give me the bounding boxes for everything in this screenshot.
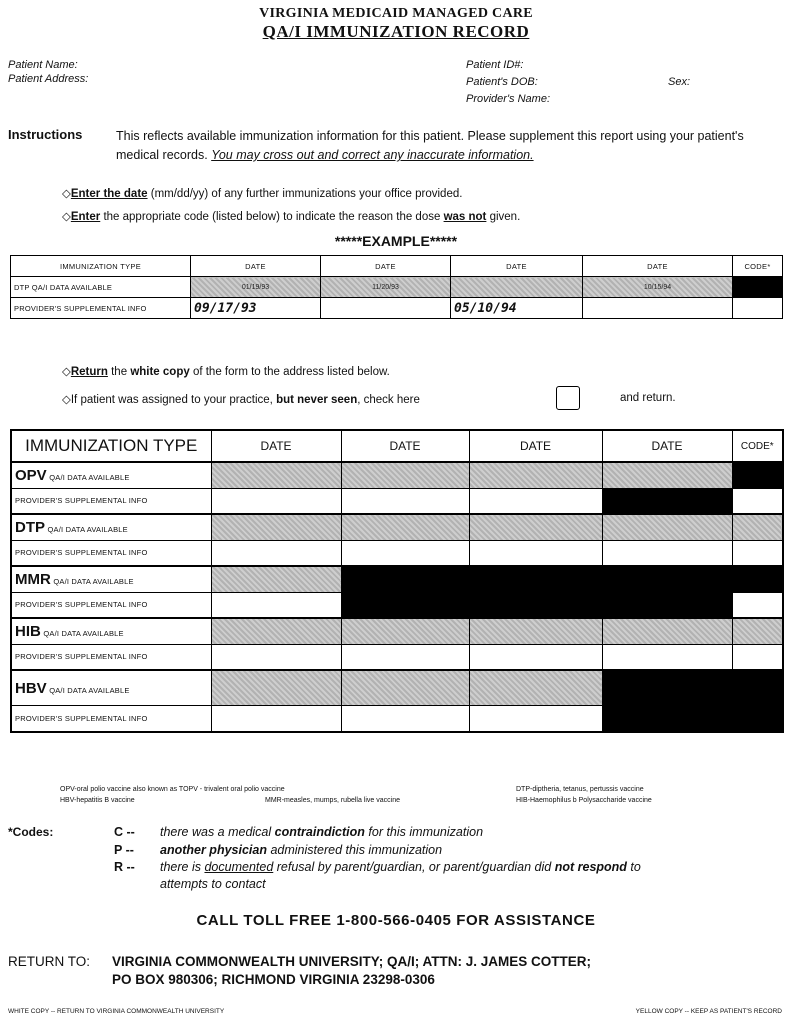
- hbv-qa-row: [11, 670, 783, 706]
- never-seen-instruction: ◇If patient was assigned to your practice, but never seen, check here: [62, 394, 420, 406]
- legend-opv: OPV-oral polio vaccine also known as TOPV - trivalent oral polio vaccine: [60, 786, 285, 793]
- opv-supp-date-1[interactable]: [211, 488, 341, 514]
- example-qa-date-3: [451, 277, 583, 298]
- example-row-label: DTP QA/I DATA AVAILABLE: [11, 277, 191, 298]
- example-qa-date-1: 01/19/93: [191, 277, 321, 298]
- return-address-line-2: PO BOX 980306; RICHMOND VIRGINIA 23298-0306: [112, 972, 435, 987]
- return-address-line-1: VIRGINIA COMMONWEALTH UNIVERSITY; QA/I; ATTN: J. JAMES COTTER;: [112, 954, 591, 969]
- toll-free-assistance: CALL TOLL FREE 1-800-566-0405 FOR ASSISTANCE: [196, 912, 596, 929]
- hib-type-cell: [11, 618, 211, 644]
- opv-type: OPV: [15, 466, 47, 484]
- code-r-key: R --: [114, 860, 135, 874]
- hib-qa-row: [11, 618, 783, 644]
- example-header-type: IMMUNIZATION TYPE: [11, 256, 191, 277]
- dtp-type: DTP: [15, 518, 45, 536]
- hbv-qa-label: QA/I DATA AVAILABLE: [49, 685, 130, 695]
- provider-name-label: Provider's Name:: [466, 93, 551, 105]
- opv-qa-label: QA/I DATA AVAILABLE: [49, 472, 130, 482]
- mmr-qa-date-1: [211, 566, 341, 592]
- code-r-text: there is documented refusal by parent/guardian, or parent/guardian did not respond to: [160, 860, 641, 874]
- hib-qa-label: QA/I DATA AVAILABLE: [43, 628, 124, 638]
- dtp-supp-date-4[interactable]: [602, 540, 732, 566]
- opv-qa-code: [732, 462, 783, 488]
- codes-label: *Codes:: [8, 825, 54, 839]
- mmr-qa-row: [11, 566, 783, 592]
- return-white-copy-instruction: ◇Return the white copy of the form to the address listed below.: [62, 366, 390, 378]
- patient-address-label: Patient Address:: [8, 73, 89, 85]
- opv-qa-date-2: [341, 462, 469, 488]
- mmr-qa-label: QA/I DATA AVAILABLE: [53, 576, 134, 586]
- patient-id-label: Patient ID#:: [466, 59, 524, 71]
- hbv-qa-date-3: [469, 670, 602, 706]
- never-seen-checkbox[interactable]: [556, 386, 580, 410]
- hib-supp-date-2[interactable]: [341, 644, 469, 670]
- hib-supp-date-1[interactable]: [211, 644, 341, 670]
- dtp-qa-date-2: [341, 514, 469, 540]
- header-date-3: DATE: [469, 430, 602, 462]
- hib-supp-code[interactable]: [732, 644, 783, 670]
- example-header-date-2: DATE: [321, 256, 451, 277]
- hib-qa-date-1: [211, 618, 341, 644]
- legend-hbv: HBV-hepatitis B vaccine: [60, 797, 135, 804]
- return-to-label: RETURN TO:: [8, 954, 91, 969]
- hib-type: HIB: [15, 622, 41, 640]
- hbv-supp-label: PROVIDER'S SUPPLEMENTAL INFO: [11, 706, 211, 732]
- example-supp-date-3: 05/10/94: [451, 298, 583, 319]
- example-header-code: CODE*: [733, 256, 783, 277]
- opv-qa-date-4: [602, 462, 732, 488]
- header-date-1: DATE: [211, 430, 341, 462]
- hib-qa-code: [732, 618, 783, 644]
- hib-supp-label: PROVIDER'S SUPPLEMENTAL INFO: [11, 644, 211, 670]
- example-qa-code: [733, 277, 783, 298]
- mmr-qa-date-2: [341, 566, 469, 592]
- hbv-supp-row: [11, 706, 783, 732]
- example-header-row: [11, 256, 783, 277]
- dtp-supp-label: PROVIDER'S SUPPLEMENTAL INFO: [11, 540, 211, 566]
- mmr-supp-date-1[interactable]: [211, 592, 341, 618]
- hbv-supp-date-4: [602, 706, 732, 732]
- hib-supp-row: [11, 644, 783, 670]
- code-c-key: C --: [114, 825, 135, 839]
- hbv-qa-date-2: [341, 670, 469, 706]
- dtp-qa-code: [732, 514, 783, 540]
- immunization-header-row: [11, 430, 783, 462]
- dtp-supp-date-2[interactable]: [341, 540, 469, 566]
- never-seen-and-return: and return.: [620, 392, 676, 404]
- mmr-supp-date-4: [602, 592, 732, 618]
- hbv-type-cell: [11, 670, 211, 706]
- hbv-qa-date-1: [211, 670, 341, 706]
- example-header-date-4: DATE: [583, 256, 733, 277]
- hib-qa-date-4: [602, 618, 732, 644]
- dtp-type-cell: [11, 514, 211, 540]
- opv-supp-date-4: [602, 488, 732, 514]
- opv-supp-label: PROVIDER'S SUPPLEMENTAL INFO: [11, 488, 211, 514]
- footer-white-copy: WHITE COPY -- RETURN TO VIRGINIA COMMONWEALTH UNIVERSITY: [8, 1008, 225, 1015]
- code-p-key: P --: [114, 843, 134, 857]
- patient-name-label: Patient Name:: [8, 59, 78, 71]
- example-header-date-3: DATE: [451, 256, 583, 277]
- form-title: QA/I IMMUNIZATION RECORD: [262, 22, 530, 41]
- opv-type-cell: [11, 462, 211, 488]
- sex-label: Sex:: [668, 76, 691, 88]
- hbv-supp-date-3[interactable]: [469, 706, 602, 732]
- example-supp-date-1: 09/17/93: [191, 298, 321, 319]
- mmr-type: MMR: [15, 570, 51, 588]
- code-p-text: another physician administered this immunization: [160, 843, 443, 857]
- immunization-table: [10, 429, 784, 733]
- example-title: *****EXAMPLE*****: [334, 233, 458, 249]
- example-qa-date-2: 11/20/93: [321, 277, 451, 298]
- opv-supp-code[interactable]: [732, 488, 783, 514]
- mmr-supp-label: PROVIDER'S SUPPLEMENTAL INFO: [11, 592, 211, 618]
- dtp-supp-date-1[interactable]: [211, 540, 341, 566]
- example-row-dtp-qa: [11, 277, 783, 298]
- mmr-supp-code[interactable]: [732, 592, 783, 618]
- opv-qa-date-3: [469, 462, 602, 488]
- mmr-qa-date-3: [469, 566, 602, 592]
- example-header-date-1: DATE: [191, 256, 321, 277]
- opv-qa-date-1: [211, 462, 341, 488]
- example-qa-date-4: 10/15/94: [583, 277, 733, 298]
- opv-supp-row: [11, 488, 783, 514]
- legend-mmr: MMR-measles, mumps, rubella live vaccine: [265, 797, 400, 804]
- hbv-supp-code: [732, 706, 783, 732]
- header-code: CODE*: [732, 430, 783, 462]
- example-table: [10, 255, 783, 319]
- mmr-qa-code: [732, 566, 783, 592]
- form-title-agency: VIRGINIA MEDICAID MANAGED CARE: [259, 6, 533, 21]
- legend-dtp: DTP-diptheria, tetanus, pertussis vaccine: [516, 786, 644, 793]
- opv-qa-row: [11, 462, 783, 488]
- dtp-qa-row: [11, 514, 783, 540]
- example-supp-date-4: [583, 298, 733, 319]
- legend-hib: HIB-Haemophilus b Polysaccharide vaccine: [516, 797, 652, 804]
- code-c-text: there was a medical contraindiction for this immunization: [160, 825, 484, 839]
- mmr-supp-date-2: [341, 592, 469, 618]
- dtp-qa-date-4: [602, 514, 732, 540]
- opv-supp-date-2[interactable]: [341, 488, 469, 514]
- mmr-qa-date-4: [602, 566, 732, 592]
- dtp-supp-row: [11, 540, 783, 566]
- header-date-2: DATE: [341, 430, 469, 462]
- example-row-dtp-supp: [11, 298, 783, 319]
- opv-supp-date-3[interactable]: [469, 488, 602, 514]
- hib-supp-date-3[interactable]: [469, 644, 602, 670]
- hib-qa-date-3: [469, 618, 602, 644]
- example-supp-date-2: [321, 298, 451, 319]
- header-date-4: DATE: [602, 430, 732, 462]
- instructions-text: This reflects available immunization information for this patient. Please supplement this report using your patient's medical records. You may cross out and correct any inaccurate information.: [116, 129, 744, 162]
- instructions-label: Instructions: [8, 127, 83, 142]
- hib-supp-date-4[interactable]: [602, 644, 732, 670]
- dtp-qa-label: QA/I DATA AVAILABLE: [47, 524, 128, 534]
- hbv-type: HBV: [15, 679, 47, 697]
- example-supp-label: PROVIDER'S SUPPLEMENTAL INFO: [11, 298, 191, 319]
- hbv-qa-date-4: [602, 670, 732, 706]
- code-r-text-cont: attempts to contact: [160, 877, 266, 891]
- mmr-supp-row: [11, 592, 783, 618]
- dtp-qa-date-3: [469, 514, 602, 540]
- dtp-supp-code[interactable]: [732, 540, 783, 566]
- hib-qa-date-2: [341, 618, 469, 644]
- hbv-qa-code: [732, 670, 783, 706]
- header-immunization-type: IMMUNIZATION TYPE: [11, 430, 211, 462]
- dtp-supp-date-3[interactable]: [469, 540, 602, 566]
- example-supp-code: [733, 298, 783, 319]
- instruction-bullet-date: ◇Enter the date (mm/dd/yy) of any further immunizations your office provided.: [62, 188, 463, 200]
- mmr-type-cell: [11, 566, 211, 592]
- dtp-qa-date-1: [211, 514, 341, 540]
- instruction-bullet-code: ◇Enter the appropriate code (listed below) to indicate the reason the dose was not given.: [62, 211, 521, 223]
- footer-yellow-copy: YELLOW COPY -- KEEP AS PATIENT'S RECORD: [635, 1008, 782, 1015]
- mmr-supp-date-3: [469, 592, 602, 618]
- hbv-supp-date-1[interactable]: [211, 706, 341, 732]
- hbv-supp-date-2[interactable]: [341, 706, 469, 732]
- patient-dob-label: Patient's DOB:: [466, 76, 538, 88]
